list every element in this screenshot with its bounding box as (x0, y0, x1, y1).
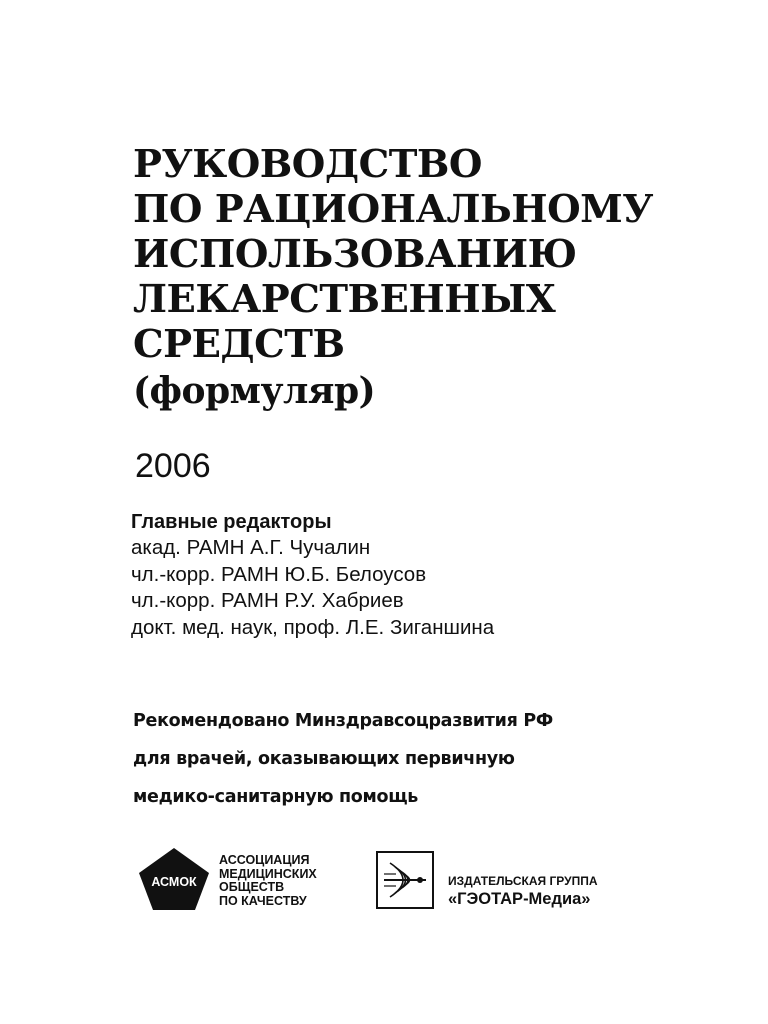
title-line-5: СРЕДСТВ (133, 322, 345, 367)
asmok-pentagon-logo (137, 846, 211, 912)
editor-name: акад. РАМН А.Г. Чучалин (131, 536, 371, 559)
asmok-logo-text: АСМОК (151, 875, 197, 889)
publication-year: 2006 (135, 447, 211, 485)
title-line-4: ЛЕКАРСТВЕННЫХ (133, 277, 556, 322)
asmok-name-line: ОБЩЕСТВ (219, 880, 285, 894)
recommendation-line-3: медико-санитарную помощь (133, 787, 419, 807)
title-line-3: ИСПОЛЬЗОВАНИЮ (133, 232, 577, 277)
editors-section (131, 509, 751, 641)
geotar-brand-name: «ГЭОТАР-Медиа» (448, 890, 591, 908)
editor-name: чл.-корр. РАМН Ю.Б. Белоусов (131, 562, 427, 586)
book-subtitle: (формуляр) (133, 370, 376, 412)
editor-name: докт. мед. наук, проф. Л.Е. Зиганшина (131, 615, 495, 639)
asmok-name-line: АССОЦИАЦИЯ (219, 853, 310, 867)
asmok-name (219, 854, 317, 908)
geotar-publisher (376, 851, 636, 913)
editors-heading: Главные редакторы (131, 511, 332, 533)
asmok-name-line: ПО КАЧЕСТВУ (219, 893, 307, 908)
recommendation-note (133, 702, 753, 816)
editor-name: чл.-корр. РАМН Р.У. Хабриев (131, 589, 404, 612)
geotar-group-label: ИЗДАТЕЛЬСКАЯ ГРУППА (448, 874, 598, 888)
title-line-1: РУКОВОДСТВО (133, 142, 482, 187)
book-title (133, 142, 753, 414)
title-line-2: ПО РАЦИОНАЛЬНОМУ (133, 187, 654, 232)
recommendation-line-1: Рекомендовано Минздравсоцразвития РФ (133, 711, 553, 731)
recommendation-line-2: для врачей, оказывающих первичную (133, 749, 515, 769)
asmok-name-line: МЕДИЦИНСКИХ (219, 866, 317, 881)
asmok-publisher (137, 846, 357, 916)
geotar-name (448, 873, 597, 909)
geotar-emblem-icon (376, 851, 434, 909)
